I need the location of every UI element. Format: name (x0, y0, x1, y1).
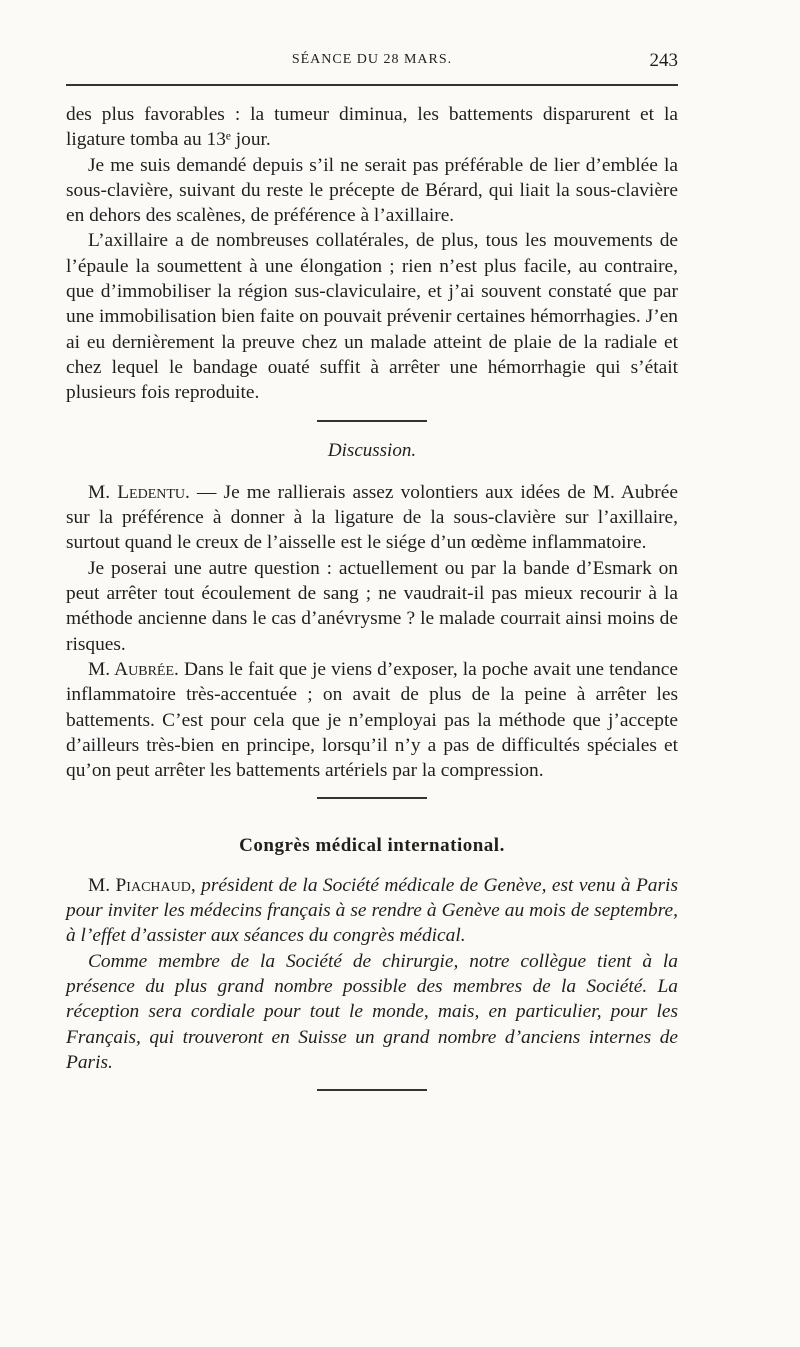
paragraph-piachaud (66, 873, 678, 949)
ledentu-text: — Je me rallierais assez volontiers aux idées de M. Aubrée sur la préférence à donner à la ligature de la sous-clavière sur l’axillaire, surtout quand le creux de l’aisselle est le siége d’un œdème inflammatoire. (66, 481, 678, 554)
section-separator (317, 797, 427, 799)
discussion-heading: Discussion. (327, 439, 417, 461)
paragraph-question: Je poserai une autre question : actuellement ou par la bande d’Esmark on peut arrêter tout écoulement de sang ; ne vaudrait-il pas mieux recourir à la méthode ancienne dans le cas d’anévrysme ? le malade courrait ainsi moins de risques. (66, 557, 678, 655)
paragraph-continuation: des plus favorables : la tumeur diminua, les battements disparurent et la ligature tomba au 13ᵉ jour. (66, 104, 678, 151)
header-rule (66, 84, 678, 86)
section-separator (317, 420, 427, 422)
paragraph-subclavian: Je me suis demandé depuis s’il ne serait pas préférable de lier d’emblée la sous-clavière, suivant du reste le précepte de Bérard, qui liait la sous-clavière en dehors des scalènes, de préférence à l’axillaire. (66, 154, 678, 227)
page-number: 243 (649, 50, 678, 71)
paragraph-ledentu (66, 480, 678, 556)
piachaud-text: président de la Société médicale de Genève, est venu à Paris pour inviter les médecins français à se rendre à Genève au mois de septembre, à l’effet d’assister aux séances du congrès médical. (66, 874, 678, 947)
aubree-text: Dans le fait que je viens d’exposer, la poche avait une tendance inflammatoire très-accentuée ; on avait de plus de la peine à arrêter les battements. C’est pour cela que je n’employai pas la méthode que j’accepte d’ailleurs très-bien en principe, lorsqu’il n’y a pas de difficultés spéciales et qu’on peut arrêter les battements artériels par la compression. (66, 658, 679, 782)
congres-heading: Congrès médical international. (239, 835, 505, 857)
speaker-aubree: M. Aubrée. (88, 658, 179, 680)
section-separator (317, 1089, 427, 1091)
running-title: SÉANCE DU 28 MARS. (291, 52, 453, 67)
page-body (66, 102, 678, 1091)
speaker-piachaud: M. Piachaud, (88, 874, 196, 896)
paragraph-axillary: L’axillaire a de nombreuses collatérales, de plus, tous les mouvements de l’épaule la soumettent à une élongation ; rien n’est plus facile, au contraire, que d’immobiliser la région sus-claviculaire, et j’ai souvent constaté que par une immobilisation bien faite on pouvait prévenir certaines hémorrhagies. J’en ai eu dernièrement la preuve chez un malade atteint de plaie de la radiale et chez lequel le bandage ouaté suffit à arrêter une hémorrhagie qui s’était plusieurs fois reproduite. (66, 230, 678, 404)
paragraph-societe: Comme membre de la Société de chirurgie, notre collègue tient à la présence du plus grand nombre possible des membres de la Société. La réception sera cordiale pour tout le monde, mais, en particulier, pour les Français, qui trouveront en Suisse un grand nombre d’anciens internes de Paris. (66, 950, 678, 1073)
paragraph-aubree (66, 657, 678, 783)
page-header (66, 50, 678, 76)
speaker-ledentu: M. Ledentu. (88, 481, 190, 503)
